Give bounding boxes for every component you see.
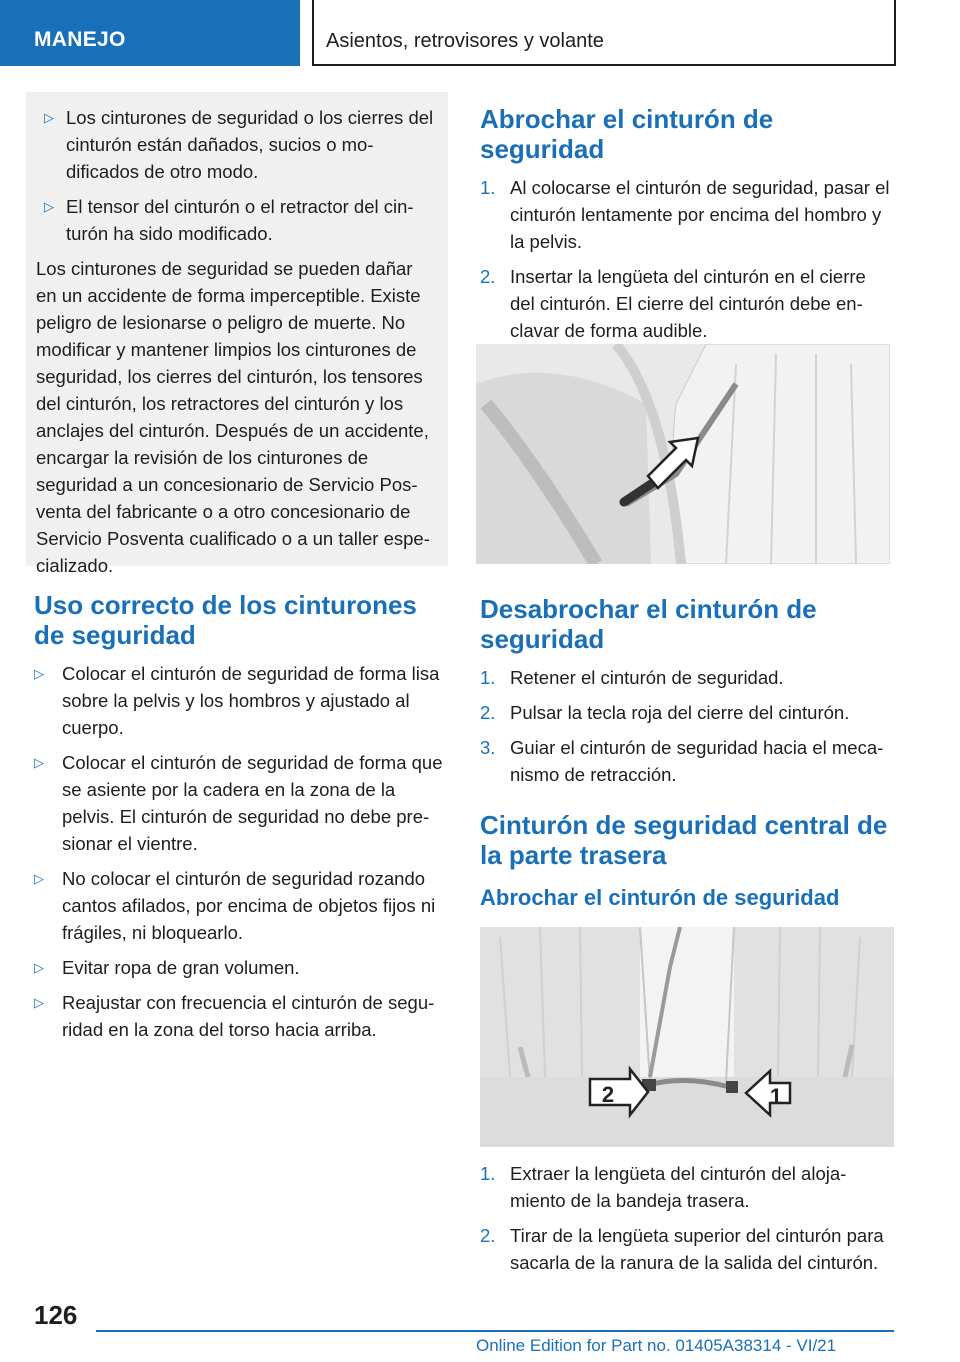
list-item: 2. Pulsar la tecla roja del cierre del cinturón. xyxy=(480,699,894,726)
list-item: ▷ Colocar el cinturón de seguridad de forma lisa sobre la pelvis y los hombros y ajustado al cuerpo. xyxy=(34,660,448,741)
list-item: 1. Al colocarse el cinturón de seguridad, pasar el cinturón lentamente por encima del hombro y la pelvis. xyxy=(480,174,894,255)
bullet-icon: ▷ xyxy=(34,871,44,886)
step-number: 1. xyxy=(480,1163,496,1184)
desabrochar-section xyxy=(480,594,894,922)
warning-box xyxy=(26,92,448,576)
list-item: ▷ Los cinturones de seguridad o los cierres del cinturón están dañados, sucios o modificados de otro modo. xyxy=(36,104,438,185)
abrochar-section xyxy=(480,104,894,352)
section-heading: Cinturón de seguridad central de la parte trasera xyxy=(480,810,888,870)
step-number: 1. xyxy=(480,667,496,688)
step-number: 2. xyxy=(480,702,496,723)
rear-seat-illustration xyxy=(480,927,894,1147)
list-item: ▷ El tensor del cinturón o el retractor del cinturón ha sido modificado. xyxy=(36,193,438,247)
bullet-icon: ▷ xyxy=(44,199,54,214)
bullet-icon: ▷ xyxy=(34,755,44,770)
list-item: ▷ Evitar ropa de gran volumen. xyxy=(34,954,448,981)
page-number: 126 xyxy=(34,1300,78,1330)
callout-2: 2 xyxy=(601,1082,615,1107)
bullet-icon: ▷ xyxy=(34,995,44,1010)
chapter-title: Asientos, retrovisores y volante xyxy=(326,30,604,52)
list-item: ▷ Reajustar con frecuencia el cinturón de seguridad en la zona del torso hacia arriba. xyxy=(34,989,448,1043)
step-number: 1. xyxy=(480,177,496,198)
section-heading: Desabrochar el cinturón de seguridad xyxy=(480,594,817,654)
bullet-icon: ▷ xyxy=(34,960,44,975)
rear-seat-belt-image xyxy=(480,927,894,1147)
step-number: 3. xyxy=(480,737,496,758)
list-item: 2. Tirar de la lengüeta superior del cinturón para sacarla de la ranura de la salida del cinturón. xyxy=(480,1222,894,1276)
list-item: ▷ No colocar el cinturón de seguridad rozando cantos afilados, por encima de objetos fijos ni frágiles, ni bloquearlo. xyxy=(34,865,448,946)
edition-text: Online Edition for Part no. 01405A38314 - VI/21 xyxy=(476,1336,837,1355)
bullet-icon: ▷ xyxy=(44,110,54,125)
section-tab xyxy=(0,0,300,66)
step-number: 2. xyxy=(480,1225,496,1246)
list-item: 1. Retener el cinturón de seguridad. xyxy=(480,664,894,691)
seat-illustration xyxy=(476,344,890,564)
list-item: 1. Extraer la lengüeta del cinturón del alojamiento de la bandeja trasera. xyxy=(480,1160,894,1214)
list-item: 3. Guiar el cinturón de seguridad hacia el mecanismo de retracción. xyxy=(480,734,894,788)
list-item: 2. Insertar la lengüeta del cinturón en el cierre del cinturón. El cierre del cinturón debe enclavar de forma audible. xyxy=(480,263,894,344)
step-number: 2. xyxy=(480,266,496,287)
callout-1: 1 xyxy=(769,1084,783,1109)
subsection-heading: Abrochar el cinturón de seguridad xyxy=(480,885,840,910)
bullet-icon: ▷ xyxy=(34,666,44,681)
section-label: MANEJO xyxy=(34,28,126,51)
section-heading: Uso correcto de los cinturones de seguridad xyxy=(34,590,417,650)
list-item: ▷ Colocar el cinturón de seguridad de forma que se asiente por la cadera en la zona de la pelvis. El cinturón de seguridad no debe presionar el vientre. xyxy=(34,749,448,857)
warning-paragraph: Los cinturones de seguridad se pueden dañar en un accidente de forma imperceptible. Existe peligro de lesionarse o peligro de muerte. No modificar y mantener limpios los cinturones de seguridad, los cierres del cinturón, los tensores del cinturón, los retractores del cinturón y los anclajes del cinturón. Después de un accidente, encargar la revisión de los cinturones de seguridad a un concesionario de Servicio Posventa del fabricante o a otro concesionario de Servicio Posventa cualificado o a un taller especializado. xyxy=(36,258,430,576)
footer-divider xyxy=(96,1330,894,1332)
section-heading: Abrochar el cinturón de seguridad xyxy=(480,104,774,164)
uso-correcto-section xyxy=(34,590,448,1051)
seat-belt-front-image xyxy=(476,344,890,564)
page-header xyxy=(0,0,960,66)
central-steps xyxy=(480,1160,894,1284)
